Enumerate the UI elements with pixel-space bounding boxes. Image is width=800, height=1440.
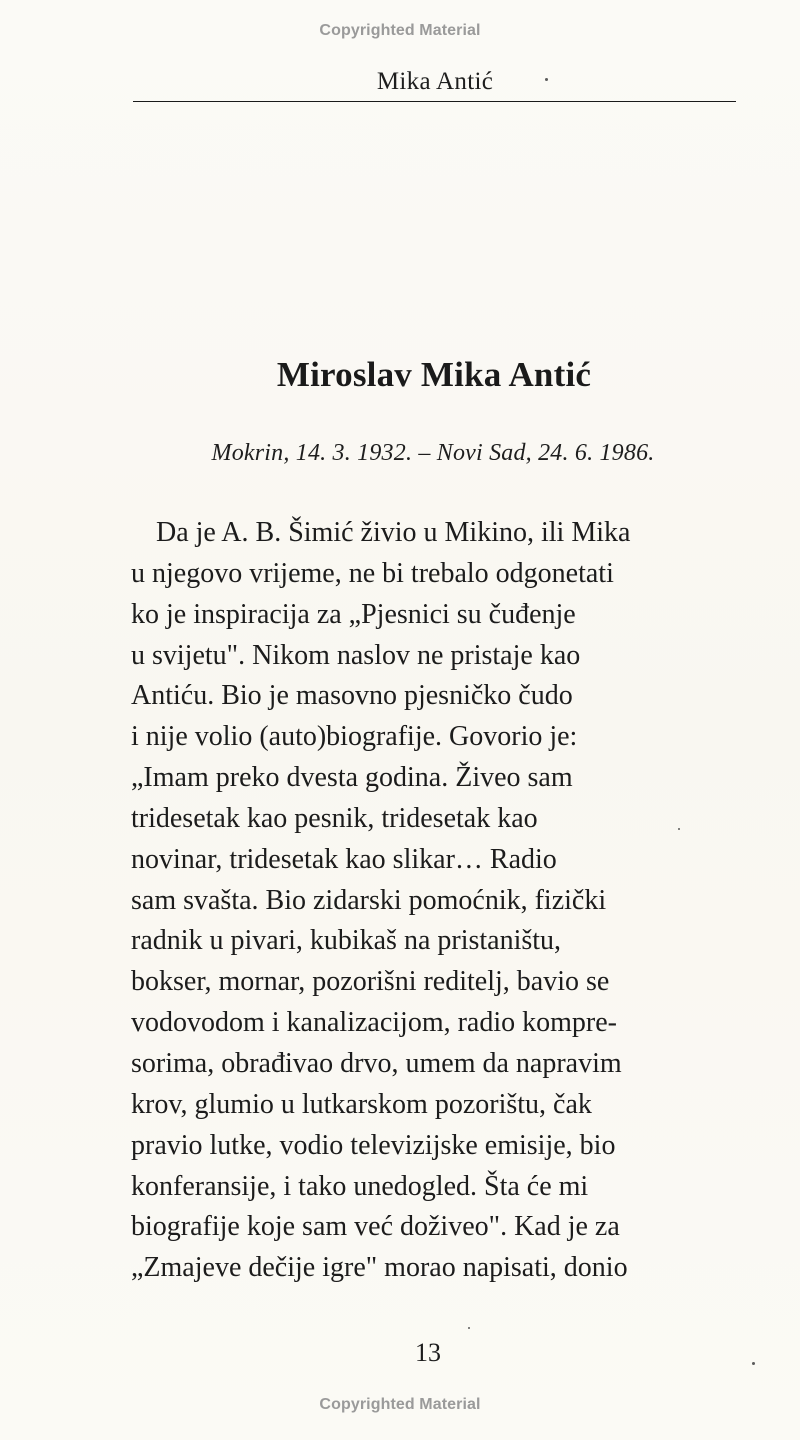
body-line: u njegovo vrijeme, ne bi trebalo odgonetati — [131, 557, 614, 589]
body-line: ko je inspiracija za „Pjesnici su čuđenje — [131, 598, 576, 630]
body-line: „Imam preko dvesta godina. Živeo sam — [131, 762, 573, 794]
body-line: krov, glumio u lutkarskom pozorištu, čak — [131, 1088, 592, 1120]
body-line: radnik u pivari, kubikaš na pristaništu, — [131, 925, 562, 957]
body-text — [131, 513, 741, 1289]
body-line: tridesetak kao pesnik, tridesetak kao — [131, 802, 538, 834]
scan-speck — [545, 78, 548, 81]
running-header: Mika Antić — [376, 68, 494, 95]
scan-speck — [468, 1327, 470, 1329]
copyright-watermark-top: Copyrighted Material — [319, 22, 481, 39]
body-line: i nije volio (auto)biografije. Govorio je: — [131, 721, 578, 753]
body-line: Da je A. B. Šimić živio u Mikino, ili Mika — [156, 517, 631, 548]
body-line: vodovodom i kanalizacijom, radio kompre- — [131, 1007, 617, 1039]
page-number: 13 — [415, 1338, 441, 1367]
body-line: biografije koje sam već doživeo". Kad je za — [131, 1211, 620, 1243]
header-rule — [133, 101, 736, 102]
copyright-watermark-bottom: Copyrighted Material — [319, 1396, 481, 1413]
body-line: u svijetu". Nikom naslov ne pristaje kao — [131, 639, 581, 671]
body-line: Antiću. Bio je masovno pjesničko čudo — [131, 680, 573, 712]
scan-speck — [678, 828, 680, 830]
body-line: novinar, tridesetak kao slikar… Radio — [131, 843, 557, 875]
body-line: sorima, obrađivao drvo, umem da napravim — [131, 1047, 622, 1079]
body-line: bokser, mornar, pozorišni reditelj, bavio se — [131, 966, 610, 998]
body-line: sam svašta. Bio zidarski pomoćnik, fizički — [131, 884, 607, 916]
body-line: pravio lutke, vodio televizijske emisije, bio — [131, 1129, 616, 1161]
body-line: konferansije, i tako unedogled. Šta će mi — [131, 1170, 589, 1202]
birth-death-dates: Mokrin, 14. 3. 1932. – Novi Sad, 24. 6. 1986. — [211, 440, 655, 466]
chapter-title: Miroslav Mika Antić — [276, 355, 592, 394]
body-line: „Zmajeve dečije igre" morao napisati, donio — [131, 1252, 628, 1284]
scan-speck — [752, 1362, 755, 1365]
